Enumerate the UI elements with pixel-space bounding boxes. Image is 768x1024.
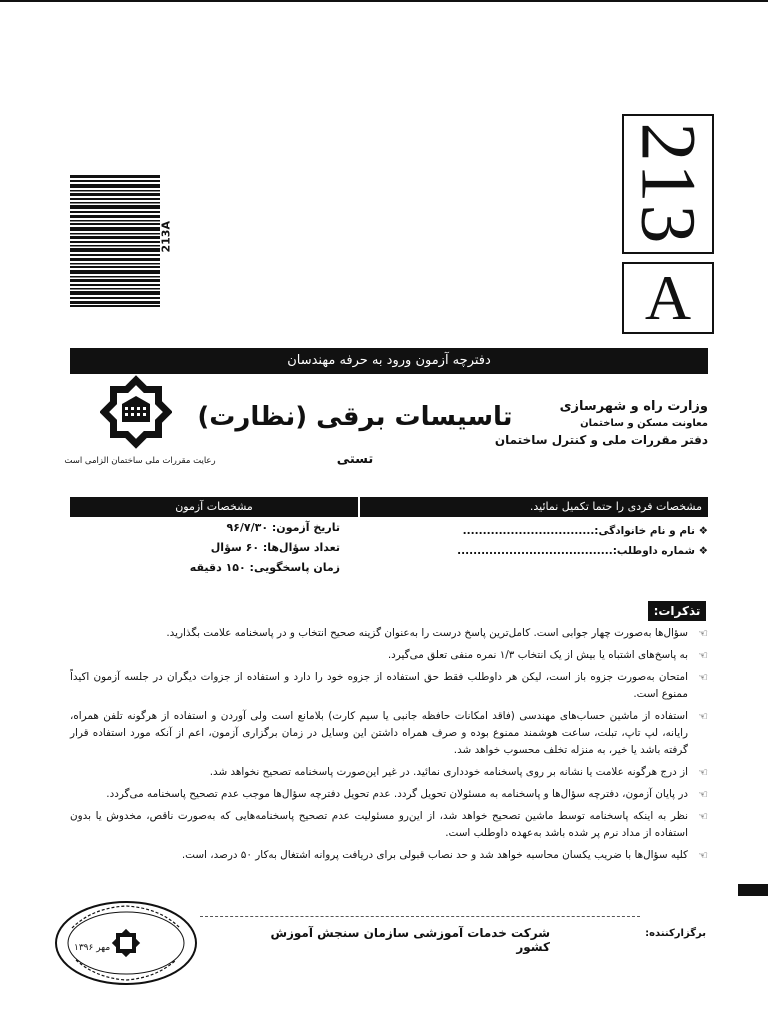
personal-info-header: مشخصات فردی را حتما تکمیل نمائید. xyxy=(360,497,708,517)
exam-spec-list xyxy=(120,518,340,578)
pointing-hand-icon: ☜ xyxy=(698,649,708,662)
top-border-line xyxy=(0,0,768,2)
page-edge-mark xyxy=(738,884,768,896)
organizer-label: برگزارکننده: xyxy=(645,928,706,939)
barcode-caption-text: 213A xyxy=(159,221,173,253)
pointing-hand-icon: ☜ xyxy=(698,710,708,723)
candidate-number-row xyxy=(408,541,708,561)
notes-header: تذکرات: xyxy=(648,601,706,621)
note-item xyxy=(70,625,708,642)
building-regulations-emblem xyxy=(100,374,172,454)
ministry-name: وزارت راه و شهرسازی xyxy=(559,399,708,414)
question-count: تعداد سؤال‌ها: ۶۰ سؤال xyxy=(210,541,340,554)
note-item xyxy=(70,708,708,759)
note-item xyxy=(70,764,708,781)
name-field: نام و نام خانوادگی:................................. xyxy=(462,525,695,537)
pointing-hand-icon: ☜ xyxy=(698,849,708,862)
official-seal-stamp xyxy=(52,898,200,988)
notes-list xyxy=(70,625,708,869)
answer-duration: زمان پاسخگویی: ۱۵۰ دقیقه xyxy=(189,561,340,574)
note-item xyxy=(70,786,708,803)
personal-info-fields xyxy=(408,521,708,561)
pointing-hand-icon: ☜ xyxy=(698,671,708,684)
note-text: نظر به اینکه پاسخنامه توسط ماشین تصحیح خواهد شد، از این‌رو مسئولیت عدم تصحیح پاسخنامه‌هایی که به‌صورت ناقص، مخدوش یا بدون استفاده از مداد نرم پر شده باشد به‌عهده داوطلب است. xyxy=(70,810,688,839)
note-text: از درج هرگونه علامت یا نشانه بر روی پاسخنامه خودداری نمائید. در غیر این‌صورت پاسخنامه تصحیح نخواهد شد. xyxy=(209,766,688,778)
note-item xyxy=(70,647,708,664)
candidate-number-field: شماره داوطلب:....................................... xyxy=(457,545,695,557)
note-text: در پایان آزمون، دفترچه سؤال‌ها و پاسخنامه به مسئولان تحویل گردد. عدم تحویل دفترچه سؤال‌ها موجب عدم تصحیح پاسخنامه می‌گردد. xyxy=(106,788,688,800)
seal-date: مهر ۱۳۹۶ xyxy=(74,943,111,953)
compliance-note: رعایت مقررات ملی ساختمان الزامی است xyxy=(64,456,216,466)
note-text: استفاده از ماشین حساب‌های مهندسی (فاقد امکانات حافظه جانبی یا سیم کارت) بلامانع است ولی آوردن و استفاده از هرگونه تلفن همراه، رایانه، لپ تاپ، تبلت، ساعت هوشمند ممنوع بوده و صرف همراه داشتن این وسایل در زمان برگزاری آزمون، اعم از آنکه مورد استفاده قرار گرفته باشد یا خیر، به منزله تخلف محسوب خواهد شد. xyxy=(70,710,688,756)
booklet-code: 213 xyxy=(625,122,712,246)
footer-divider xyxy=(200,916,640,917)
exam-type: تستی xyxy=(336,452,374,467)
booklet-version: A xyxy=(644,262,692,333)
office-name: دفتر مقررات ملی و کنترل ساختمان xyxy=(494,433,708,447)
booklet-version-box xyxy=(622,262,714,334)
booklet-header-banner: دفترچه آزمون ورود به حرفه مهندسان xyxy=(70,348,708,374)
pointing-hand-icon: ☜ xyxy=(698,627,708,640)
pointing-hand-icon: ☜ xyxy=(698,788,708,801)
note-item xyxy=(70,847,708,864)
note-text: امتحان به‌صورت جزوه باز است، لیکن هر داوطلب فقط حق استفاده از جزوه خود را دارد و استفاده از جزوات دیگران در جلسه آزمون اکیداً ممنوع است. xyxy=(70,671,688,700)
note-text: سؤال‌ها به‌صورت چهار جوابی است. کامل‌ترین پاسخ درست را به‌عنوان گزینه صحیح انتخاب و در پاسخنامه علامت بگذارید. xyxy=(166,627,688,639)
name-field-row xyxy=(408,521,708,541)
exam-date: تاریخ آزمون: ۹۶/۷/۳۰ xyxy=(226,521,340,534)
organizer-name: شرکت خدمات آموزشی سازمان سنجش آموزش کشور xyxy=(270,926,550,954)
field-bullet-icon: ❖ xyxy=(698,545,708,557)
barcode xyxy=(70,175,160,307)
booklet-code-box xyxy=(622,114,714,254)
note-item xyxy=(70,669,708,703)
pointing-hand-icon: ☜ xyxy=(698,766,708,779)
field-bullet-icon: ❖ xyxy=(698,525,708,537)
exam-spec-header: مشخصات آزمون xyxy=(70,497,358,517)
barcode-caption xyxy=(160,220,180,260)
note-text: به پاسخ‌های اشتباه یا بیش از یک انتخاب ۱/۳ نمره منفی تعلق می‌گیرد. xyxy=(387,649,688,661)
exam-title: تاسیسات برقی (نظارت) xyxy=(197,402,513,432)
pointing-hand-icon: ☜ xyxy=(698,810,708,823)
deputy-name: معاونت مسکن و ساختمان xyxy=(580,418,708,429)
note-item xyxy=(70,808,708,842)
note-text: کلیه سؤال‌ها با ضریب یکسان محاسبه خواهد شد و حد نصاب قبولی برای دریافت پروانه اشتغال به‌کار ۵۰ درصد، است. xyxy=(181,849,688,861)
